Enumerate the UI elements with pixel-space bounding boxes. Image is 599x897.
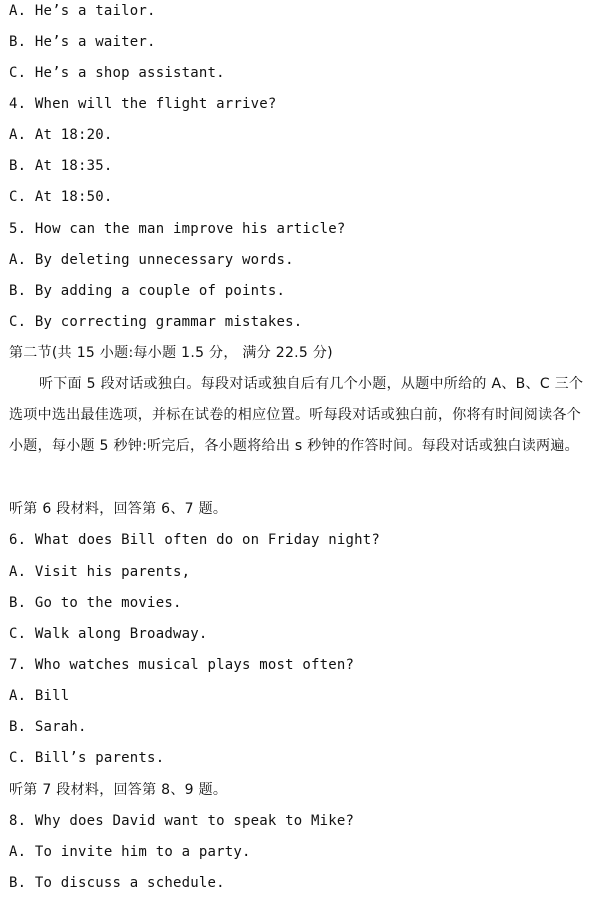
question-line: 8. Why does David want to speak to Mike? — [9, 813, 355, 829]
option-line: B. Go to the movies. — [9, 595, 182, 611]
section-heading: 第二节(共 15 小题:每小题 1.5 分， 满分 22.5 分) — [9, 345, 333, 361]
option-line: A. At 18:20. — [9, 127, 113, 143]
option-line: B. He’s a waiter. — [9, 34, 156, 50]
question-line: 7. Who watches musical plays most often? — [9, 657, 355, 673]
material-heading: 听第 6 段材料，回答第 6、7 题。 — [9, 501, 228, 517]
material-heading: 听第 7 段材料，回答第 8、9 题。 — [9, 782, 228, 798]
instructions-paragraph: 听下面 5 段对话或独白。每段对话或独自后有几个小题，从题中所给的 A、B、C 三个选项中选出最佳选项，并标在试卷的相应位置。听每段对话或独白前，你将有时间阅读各个小题，每小题 5 秒钟:听完后，各小题将给出 s 秒钟的作答时间。每段对话或独白读两遍。 — [9, 376, 584, 454]
option-line: B. By adding a couple of points. — [9, 283, 286, 299]
option-line: C. By correcting grammar mistakes. — [9, 314, 303, 330]
question-line: 6. What does Bill often do on Friday night? — [9, 532, 381, 548]
option-line: A. Visit his parents, — [9, 564, 191, 580]
option-line: C. At 18:50. — [9, 189, 113, 205]
option-line: A. Bill — [9, 688, 70, 704]
question-line: 4. When will the flight arrive? — [9, 96, 277, 112]
option-line: A. To invite him to a party. — [9, 844, 251, 860]
option-line: B. Sarah. — [9, 719, 87, 735]
option-line: C. He’s a shop assistant. — [9, 65, 225, 81]
option-line: A. He’s a tailor. — [9, 3, 156, 19]
option-line: C. Bill’s parents. — [9, 750, 165, 766]
option-line: B. To discuss a schedule. — [9, 875, 225, 891]
option-line: A. By deleting unnecessary words. — [9, 252, 294, 268]
option-line: B. At 18:35. — [9, 158, 113, 174]
question-line: 5. How can the man improve his article? — [9, 221, 346, 237]
option-line: C. Walk along Broadway. — [9, 626, 208, 642]
